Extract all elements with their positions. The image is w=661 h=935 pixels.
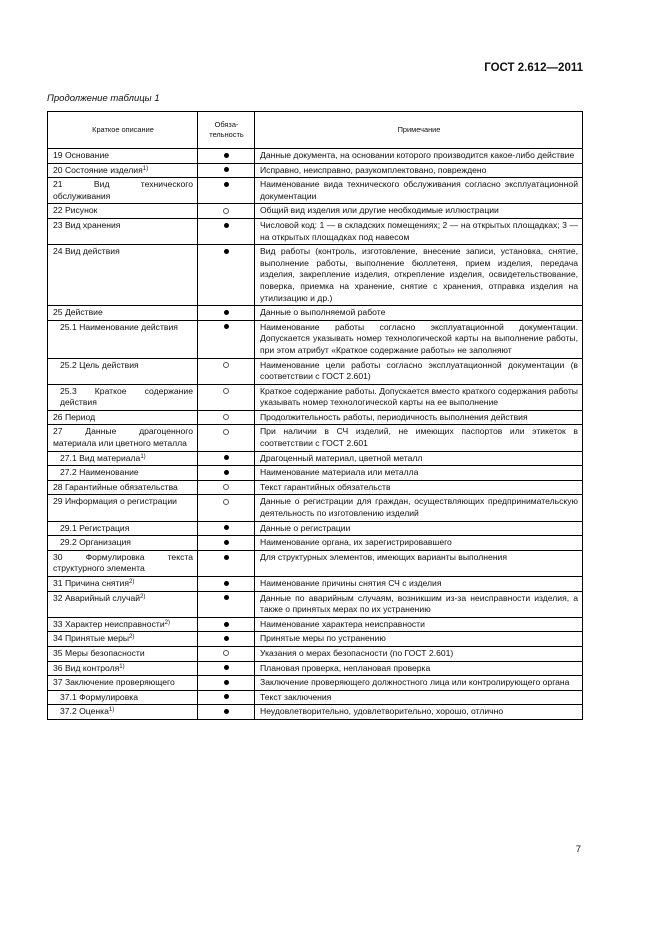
row-note: Числовой код: 1 — в складских помещениях; 2 — на открытых площадках; 3 — на открытых площадках под навесом: [255, 218, 583, 244]
row-note: Наименование причины снятия СЧ с изделия: [255, 577, 583, 592]
requirements-table: [47, 111, 583, 720]
mandatory-cell: [198, 591, 255, 617]
mandatory-cell: [198, 550, 255, 576]
row-note: Вид работы (контроль, изготовление, внесение записи, установка, снятие, выполнение работы, выполнение бюллетеня, прием изделия, передача изделия, закрепление изделия, открепление изделия, освидетельствование, поверка, приемка на хранение, снятие с хранения, отправка изделия на утилизацию и др.): [255, 245, 583, 306]
row-note: Данные документа, на основании которого производится какое-либо действие: [255, 149, 583, 164]
header-description: Краткое описание: [48, 112, 198, 149]
table-row: [48, 410, 583, 425]
description-text: 28 Гарантийные обязательства: [53, 481, 178, 492]
mandatory-cell: [198, 676, 255, 691]
mandatory-cell: [198, 617, 255, 632]
table-header-row: [48, 112, 583, 149]
description-text: 24 Вид действия: [53, 246, 120, 257]
footnote-ref: 1): [142, 165, 149, 172]
footnote-ref: 2): [128, 579, 135, 585]
description-text: 25.1 Наименование действия: [60, 321, 178, 332]
row-description: [48, 245, 198, 306]
row-note: Драгоценный материал, цветной металл: [255, 451, 583, 466]
description-text: 20 Состояние изделия: [53, 164, 143, 175]
table-row: [48, 306, 583, 321]
row-note: Неудовлетворительно, удовлетворительно, хорошо, отлично: [255, 705, 583, 720]
row-note: Указания о мерах безопасности (по ГОСТ 2.601): [255, 646, 583, 661]
required-mark-icon: [224, 665, 229, 670]
mandatory-cell: [198, 178, 255, 204]
required-mark-icon: [224, 249, 229, 254]
table-row: [48, 577, 583, 592]
description-text: 22 Рисунок: [53, 205, 98, 216]
mandatory-cell: [198, 149, 255, 164]
table-row: [48, 358, 583, 384]
mandatory-cell: [198, 451, 255, 466]
mandatory-cell: [198, 646, 255, 661]
description-text: 27 Данные драгоценного материала или цветного металла: [53, 426, 193, 449]
table-row: [48, 163, 583, 178]
mandatory-cell: [198, 358, 255, 384]
required-mark-icon: [224, 581, 229, 586]
table-row: [48, 480, 583, 495]
row-note: Наименование характера неисправности: [255, 617, 583, 632]
document-id: ГОСТ 2.612—2011: [484, 62, 583, 74]
optional-mark-icon: [223, 362, 229, 368]
row-description: [48, 536, 198, 551]
row-description: [48, 705, 198, 720]
footnote-ref: 1): [140, 453, 146, 460]
description-text: 30 Формулировка текста структурного элемента: [53, 551, 193, 574]
row-note: Данные по аварийным случаям, возникшим из-за неисправности изделия, а также о принятых мерах по их устранению: [255, 591, 583, 617]
required-mark-icon: [224, 470, 229, 475]
row-description: [48, 178, 198, 204]
table-row: [48, 495, 583, 521]
row-note: Для структурных элементов, имеющих варианты выполнения: [255, 550, 583, 576]
optional-mark-icon: [223, 499, 229, 505]
table-row: [48, 521, 583, 536]
row-note: Плановая проверка, неплановая проверка: [255, 661, 583, 676]
table-row: [48, 661, 583, 676]
row-description: [48, 521, 198, 536]
table-row: [48, 591, 583, 617]
description-text: 19 Основание: [53, 150, 110, 160]
row-description: [48, 646, 198, 661]
row-description: [48, 550, 198, 576]
required-mark-icon: [224, 167, 229, 172]
mandatory-cell: [198, 320, 255, 358]
mandatory-cell: [198, 466, 255, 481]
description-text: 23 Вид хранения: [53, 219, 121, 230]
table-row: [48, 149, 583, 164]
mandatory-cell: [198, 245, 255, 306]
mandatory-cell: [198, 163, 255, 178]
row-description: [48, 577, 198, 592]
required-mark-icon: [224, 182, 229, 187]
table-row: [48, 245, 583, 306]
table-row: [48, 466, 583, 481]
footnote-ref: 2): [140, 593, 146, 600]
row-description: [48, 690, 198, 705]
row-note: Наименование материала или металла: [255, 466, 583, 481]
row-description: [48, 320, 198, 358]
description-text: 25.3 Краткое содержание действия: [60, 385, 193, 408]
table-row: [48, 617, 583, 632]
row-description: [48, 358, 198, 384]
table-row: [48, 425, 583, 451]
mandatory-cell: [198, 521, 255, 536]
description-text: 26 Период: [53, 411, 96, 422]
mandatory-cell: [198, 705, 255, 720]
mandatory-cell: [198, 306, 255, 321]
row-description: [48, 495, 198, 521]
table-row: [48, 178, 583, 204]
description-text: 31 Причина снятия: [53, 578, 129, 588]
row-note: Краткое содержание работы. Допускается вместо краткого содержания работы указывать номер технологической карты на ее выполнение: [255, 384, 583, 410]
description-text: 32 Аварийный случай: [53, 592, 141, 603]
row-note: Текст заключения: [255, 690, 583, 705]
optional-mark-icon: [223, 429, 229, 435]
row-note: Продолжительность работы, периодичность выполнения действия: [255, 410, 583, 425]
row-description: [48, 204, 198, 219]
table-row: [48, 451, 583, 466]
description-text: 29.1 Регистрация: [60, 522, 130, 533]
description-text: 25.2 Цель действия: [60, 359, 139, 370]
row-description: [48, 306, 198, 321]
table-row: [48, 676, 583, 691]
description-text: 35 Меры безопасности: [53, 647, 145, 658]
mandatory-cell: [198, 690, 255, 705]
required-mark-icon: [224, 455, 229, 460]
required-mark-icon: [224, 555, 229, 560]
row-note: Заключение проверяющего должностного лица или контролирующего органа: [255, 676, 583, 691]
mandatory-cell: [198, 536, 255, 551]
header-mandatory-label: Обяза- тельность: [209, 120, 244, 139]
description-text: 29.2 Организация: [60, 537, 131, 548]
row-note: Наименование цели работы согласно эксплуатационной документации (в соответствии с ГОСТ 2.601): [255, 358, 583, 384]
description-text: 25 Действие: [53, 307, 103, 318]
row-note: Общий вид изделия или другие необходимые иллюстрации: [255, 204, 583, 219]
page-number: 7: [575, 844, 581, 855]
header-note: Примечание: [255, 112, 583, 149]
table-row: [48, 705, 583, 720]
mandatory-cell: [198, 577, 255, 592]
row-note: Наименование работы согласно эксплуатационной документации. Допускается указывать номер технологической карты на выполнение работы, при этом атрибут «Краткое содержание работы» не заполняют: [255, 320, 583, 358]
row-description: [48, 384, 198, 410]
required-mark-icon: [224, 622, 229, 627]
row-note: При наличии в СЧ изделий, не имеющих паспортов или этикеток в соответствии с ГОСТ 2.601: [255, 425, 583, 451]
row-note: Текст гарантийных обязательств: [255, 480, 583, 495]
description-text: 37 Заключение проверяющего: [53, 677, 175, 688]
mandatory-cell: [198, 425, 255, 451]
row-description: [48, 149, 198, 164]
description-text: 27.1 Вид материала: [60, 452, 141, 463]
description-text: 37.2 Оценка: [60, 706, 109, 717]
description-text: 27.2 Наименование: [60, 467, 139, 478]
row-description: [48, 661, 198, 676]
table-row: [48, 204, 583, 219]
row-description: [48, 591, 198, 617]
optional-mark-icon: [223, 650, 229, 656]
table-continuation-caption: Продолжение таблицы 1: [47, 93, 160, 104]
mandatory-cell: [198, 480, 255, 495]
row-description: [48, 425, 198, 451]
row-description: [48, 480, 198, 495]
optional-mark-icon: [223, 388, 229, 394]
table-row: [48, 632, 583, 647]
table-row: [48, 690, 583, 705]
required-mark-icon: [224, 525, 229, 530]
mandatory-cell: [198, 384, 255, 410]
footnote-ref: 1): [119, 663, 125, 670]
mandatory-cell: [198, 632, 255, 647]
row-description: [48, 218, 198, 244]
required-mark-icon: [224, 324, 229, 329]
required-mark-icon: [224, 694, 229, 699]
table-row: [48, 646, 583, 661]
required-mark-icon: [224, 680, 229, 685]
description-text: 29 Информация о регистрации: [53, 496, 177, 507]
optional-mark-icon: [223, 414, 229, 420]
table-row: [48, 384, 583, 410]
mandatory-cell: [198, 204, 255, 219]
row-description: [48, 617, 198, 632]
mandatory-cell: [198, 495, 255, 521]
row-note: Наименование органа, их зарегистрировавшего: [255, 536, 583, 551]
mandatory-cell: [198, 410, 255, 425]
optional-mark-icon: [223, 208, 229, 214]
description-text: 37.1 Формулировка: [60, 691, 138, 702]
required-mark-icon: [224, 636, 229, 641]
header-mandatory: [198, 112, 255, 149]
row-note: Наименование вида технического обслуживания согласно эксплуатационной документации: [255, 178, 583, 204]
table-row: [48, 550, 583, 576]
row-note: Данные о регистрации для граждан, осуществляющих предпринимательскую деятельность по изготовлению изделий: [255, 495, 583, 521]
mandatory-cell: [198, 661, 255, 676]
row-description: [48, 466, 198, 481]
table-body: [48, 149, 583, 720]
required-mark-icon: [224, 153, 229, 158]
row-note: Исправно, неисправно, разукомплектовано, повреждено: [255, 163, 583, 178]
row-description: [48, 410, 198, 425]
footnote-ref: 1): [108, 707, 115, 714]
row-description: [48, 632, 198, 647]
row-note: Данные о выполняемой работе: [255, 306, 583, 321]
optional-mark-icon: [223, 484, 229, 490]
description-text: 21 Вид технического обслуживания: [53, 179, 193, 201]
row-note: Данные о регистрации: [255, 521, 583, 536]
description-text: 36 Вид контроля: [53, 662, 120, 673]
footnote-ref: 2): [129, 634, 135, 641]
row-description: [48, 163, 198, 178]
required-mark-icon: [224, 595, 229, 600]
table-row: [48, 218, 583, 244]
required-mark-icon: [224, 540, 229, 545]
row-note: Принятые меры по устранению: [255, 632, 583, 647]
description-text: 33 Характер неисправности: [53, 618, 165, 629]
footnote-ref: 2): [164, 619, 170, 626]
required-mark-icon: [224, 310, 229, 315]
table-row: [48, 320, 583, 358]
table-row: [48, 536, 583, 551]
required-mark-icon: [224, 223, 229, 228]
required-mark-icon: [224, 709, 229, 714]
row-description: [48, 451, 198, 466]
description-text: 34 Принятые меры: [53, 633, 130, 644]
mandatory-cell: [198, 218, 255, 244]
row-description: [48, 676, 198, 691]
